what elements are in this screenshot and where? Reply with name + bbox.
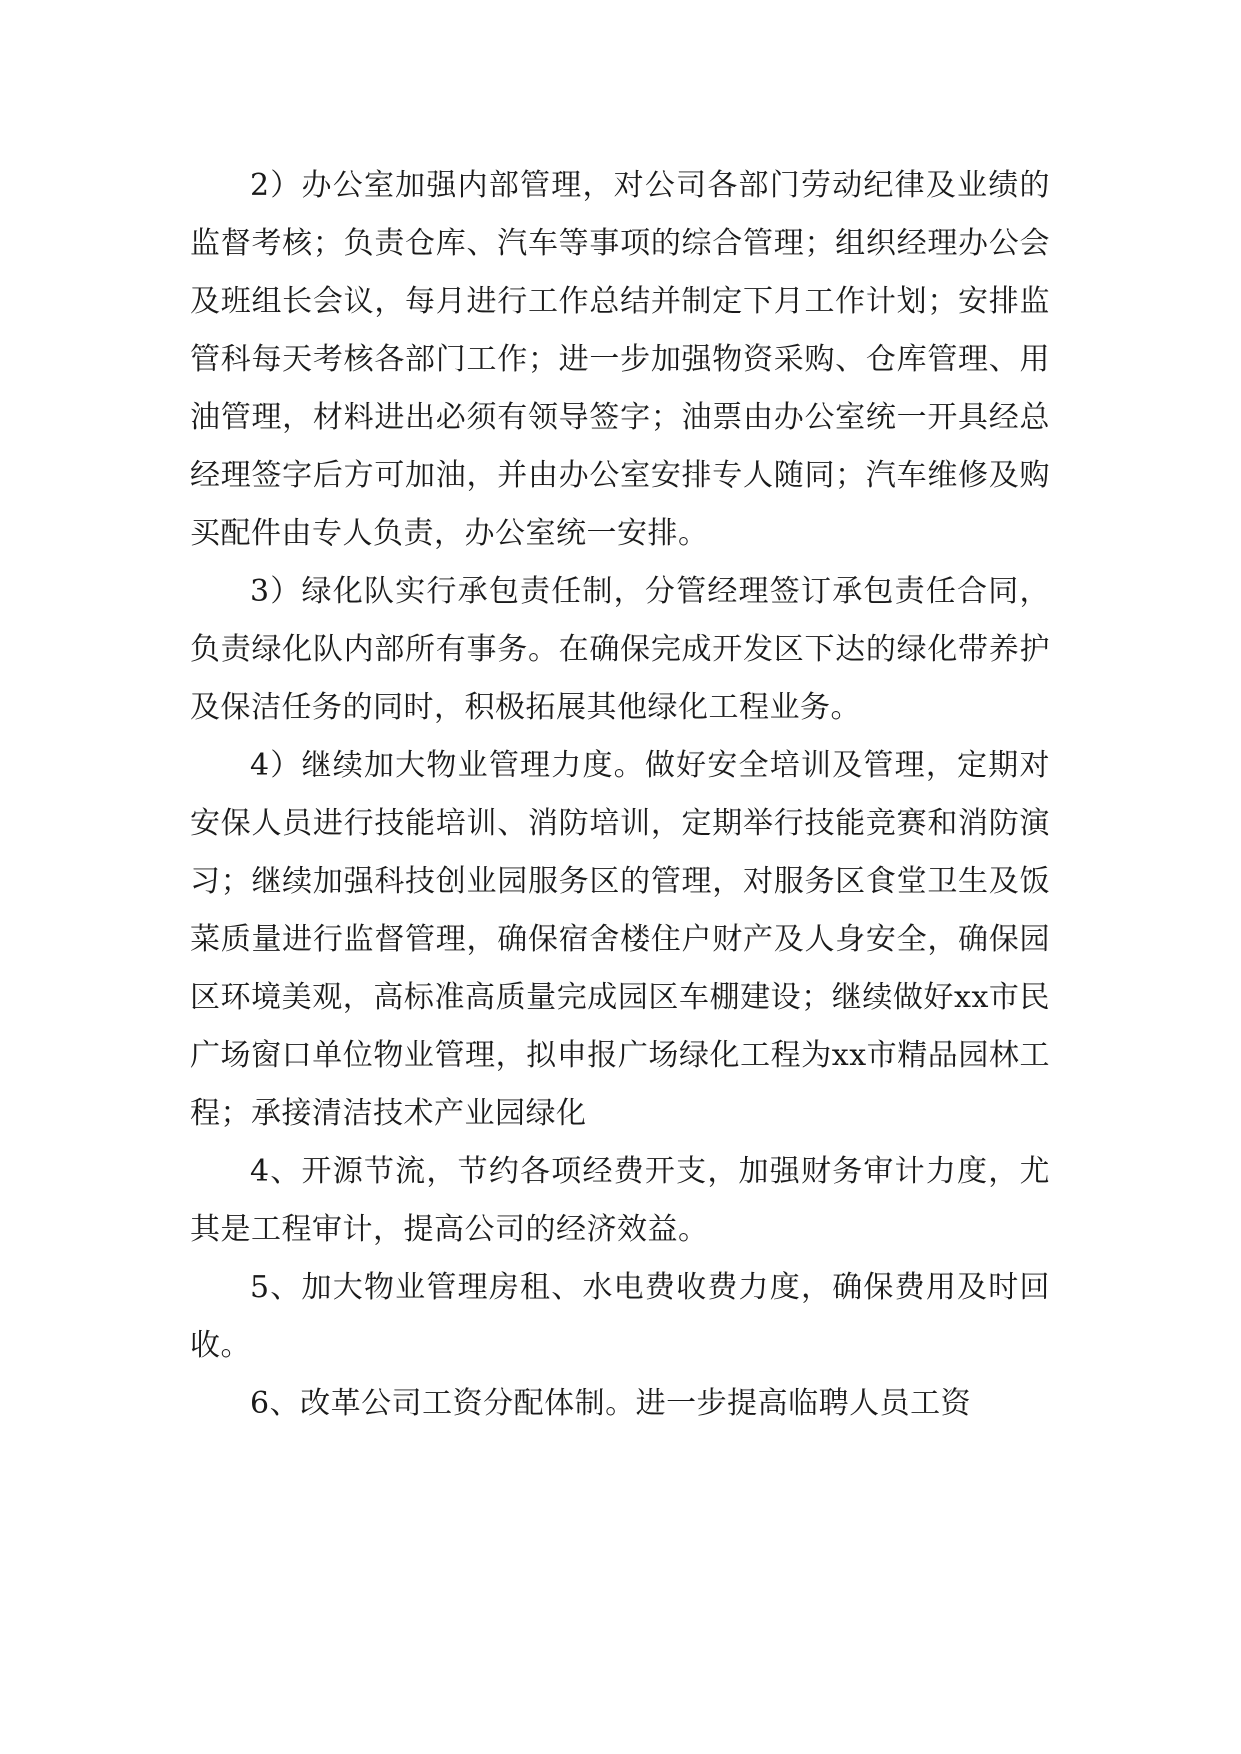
paragraph-salary-reform: 6、改革公司工资分配体制。进一步提高临聘人员工资 bbox=[250, 1386, 972, 1421]
paragraph-cost-saving: 4、开源节流，节约各项经费开支，加强财务审计力度，尤其是工程审计，提高公司的经济效益。 bbox=[190, 1154, 1050, 1247]
paragraph-greening-team: 3）绿化队实行承包责任制，分管经理签订承包责任合同，负责绿化队内部所有事务。在确保完成开发区下达的绿化带养护及保洁任务的同时，积极拓展其他绿化工程业务。 bbox=[190, 574, 1050, 725]
paragraph-office-management: 2）办公室加强内部管理，对公司各部门劳动纪律及业绩的监督考核；负责仓库、汽车等事项的综合管理；组织经理办公会及班组长会议，每月进行工作总结并制定下月工作计划；安排监管科每天考核各部门工作；进一步加强物资采购、仓库管理、用油管理，材料进出必须有领导签字；油票由办公室统一开具经总经理签字后方可加油，并由办公室安排专人随同；汽车维修及购买配件由专人负责，办公室统一安排。 bbox=[190, 168, 1050, 551]
paragraph-fee-collection: 5、加大物业管理房租、水电费收费力度，确保费用及时回收。 bbox=[190, 1270, 1050, 1363]
document-body bbox=[190, 157, 1050, 1433]
paragraph-property-management: 4）继续加大物业管理力度。做好安全培训及管理，定期对安保人员进行技能培训、消防培训，定期举行技能竞赛和消防演习；继续加强科技创业园服务区的管理，对服务区食堂卫生及饭菜质量进行监督管理，确保宿舍楼住户财产及人身安全，确保园区环境美观，高标准高质量完成园区车棚建设；继续做好xx市民广场窗口单位物业管理，拟申报广场绿化工程为xx市精品园林工程；承接清洁技术产业园绿化 bbox=[190, 748, 1050, 1131]
